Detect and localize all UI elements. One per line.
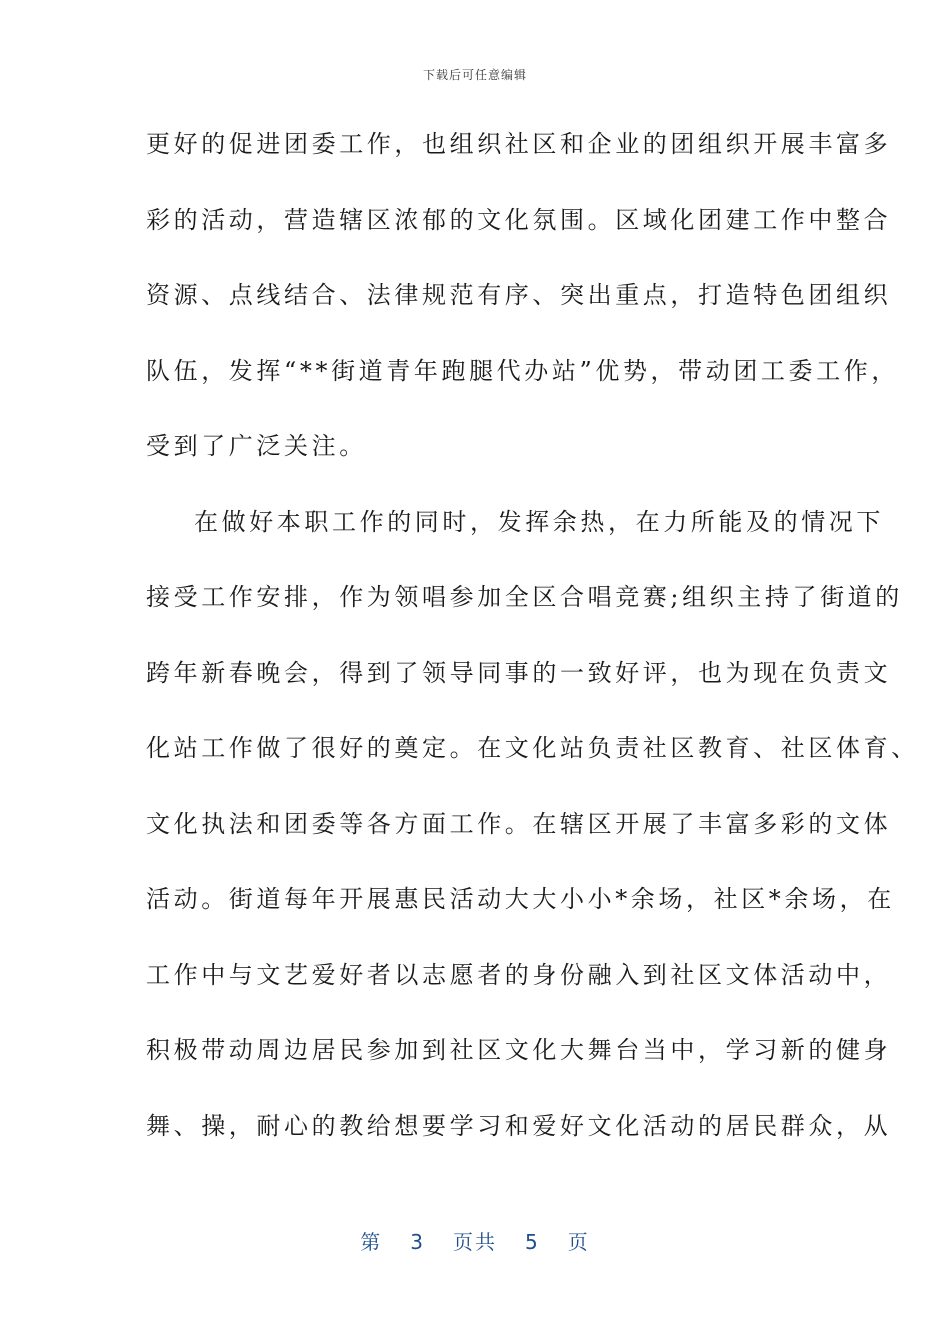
- paragraph-start-line: 在做好本职工作的同时，发挥余热，在力所能及的情况下: [194, 507, 884, 536]
- text-line: 积极带动周边居民参加到社区文化大舞台当中，学习新的健身: [146, 1036, 892, 1064]
- text-line: 更好的促进团委工作，也组织社区和企业的团组织开展丰富多: [146, 130, 892, 158]
- page-label-suffix: 页: [567, 1230, 590, 1254]
- text-line: 受到了广泛关注。: [146, 432, 367, 460]
- header-note: 下载后可任意编辑: [422, 68, 527, 82]
- text-line: 队伍，发挥“**街道青年跑腿代办站”优势，带动团工委工作，: [146, 356, 899, 385]
- text-line: 跨年新春晚会，得到了领导同事的一致好评，也为现在负责文: [146, 658, 892, 687]
- text-line: 彩的活动，营造辖区浓郁的文化氛围。区域化团建工作中整合: [146, 205, 892, 234]
- text-line: 文化执法和团委等各方面工作。在辖区开展了丰富多彩的文体: [146, 809, 892, 838]
- page-label-prefix: 第: [360, 1230, 383, 1254]
- text-line: 舞、操，耐心的教给想要学习和爱好文化活动的居民群众，从: [146, 1111, 892, 1140]
- current-page-number: 3: [410, 1230, 425, 1254]
- text-line: 化站工作做了很好的奠定。在文化站负责社区教育、社区体育、: [146, 734, 919, 762]
- text-line: 接受工作安排，作为领唱参加全区合唱竞赛;组织主持了街道的: [146, 583, 903, 611]
- page-number-footer: [0, 1226, 950, 1255]
- document-body: [146, 126, 919, 1183]
- text-line: 工作中与文艺爱好者以志愿者的身份融入到社区文体活动中，: [146, 960, 892, 989]
- page-label-mid: 页共: [453, 1230, 497, 1254]
- text-line: 活动。街道每年开展惠民活动大大小小*余场，社区*余场，在: [146, 885, 895, 913]
- total-page-count: 5: [525, 1230, 540, 1254]
- text-line: 资源、点线结合、法律规范有序、突出重点，打造特色团组织: [146, 281, 892, 309]
